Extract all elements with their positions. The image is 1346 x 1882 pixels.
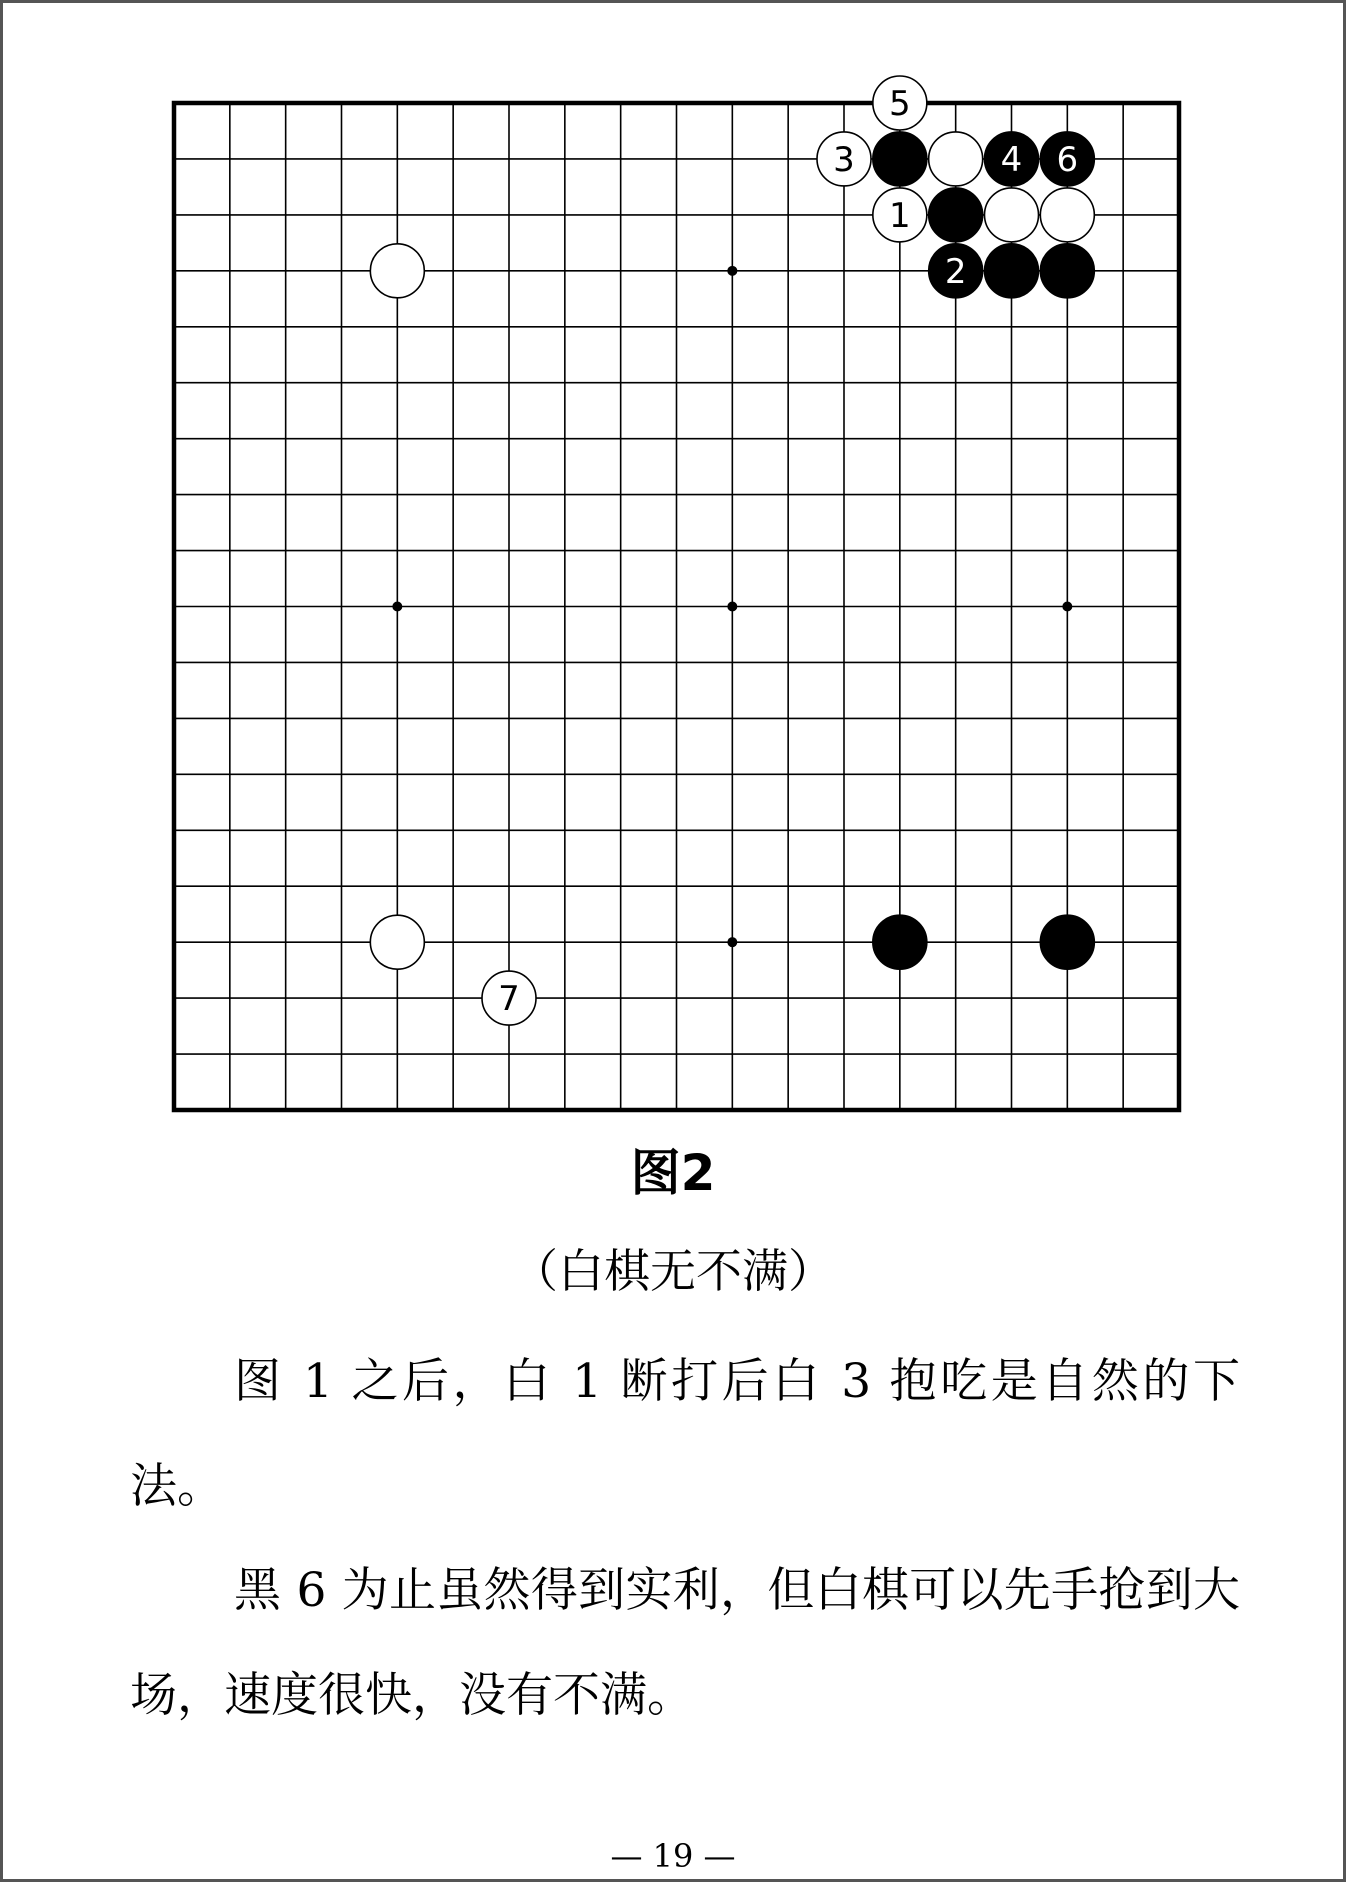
white-stone bbox=[482, 971, 536, 1025]
white-stone bbox=[370, 915, 424, 969]
black-stone bbox=[1040, 915, 1094, 969]
star-point bbox=[1062, 602, 1072, 612]
move-number: 1 bbox=[889, 195, 911, 236]
black-stone bbox=[1040, 244, 1094, 298]
black-stone bbox=[985, 132, 1039, 186]
body-paragraph-2: 黑 6 为止虽然得到实利，但白棋可以先手抢到大场，速度很快，没有不满。 bbox=[130, 1563, 1240, 1723]
black-stone bbox=[929, 244, 983, 298]
move-number: 5 bbox=[889, 84, 911, 124]
page-number: — 19 — bbox=[610, 1837, 736, 1875]
star-point bbox=[392, 602, 402, 612]
white-stone bbox=[370, 244, 424, 298]
move-number: 3 bbox=[833, 139, 855, 180]
move-number: 7 bbox=[498, 979, 520, 1020]
move-number: 6 bbox=[1056, 139, 1079, 180]
white-stone bbox=[873, 188, 927, 242]
figure-caption: 图2 bbox=[630, 1144, 716, 1202]
white-stone bbox=[1040, 188, 1094, 242]
white-stone bbox=[817, 132, 871, 186]
star-point bbox=[727, 937, 737, 947]
black-stone bbox=[1040, 132, 1094, 186]
black-stone bbox=[985, 244, 1039, 298]
body-paragraph-1: 图 1 之后，白 1 断打后白 3 抱吃是自然的下法。 bbox=[130, 1354, 1240, 1514]
star-point bbox=[727, 266, 737, 276]
move-number: 4 bbox=[1000, 139, 1023, 180]
white-stone bbox=[985, 188, 1039, 242]
black-stone bbox=[873, 915, 927, 969]
go-board-diagram bbox=[3, 3, 1343, 1133]
move-number: 2 bbox=[944, 251, 967, 292]
white-stone bbox=[929, 132, 983, 186]
black-stone bbox=[873, 132, 927, 186]
white-stone bbox=[873, 76, 927, 130]
star-point bbox=[727, 602, 737, 612]
black-stone bbox=[929, 188, 983, 242]
figure-subcaption: （白棋无不满） bbox=[512, 1244, 834, 1298]
